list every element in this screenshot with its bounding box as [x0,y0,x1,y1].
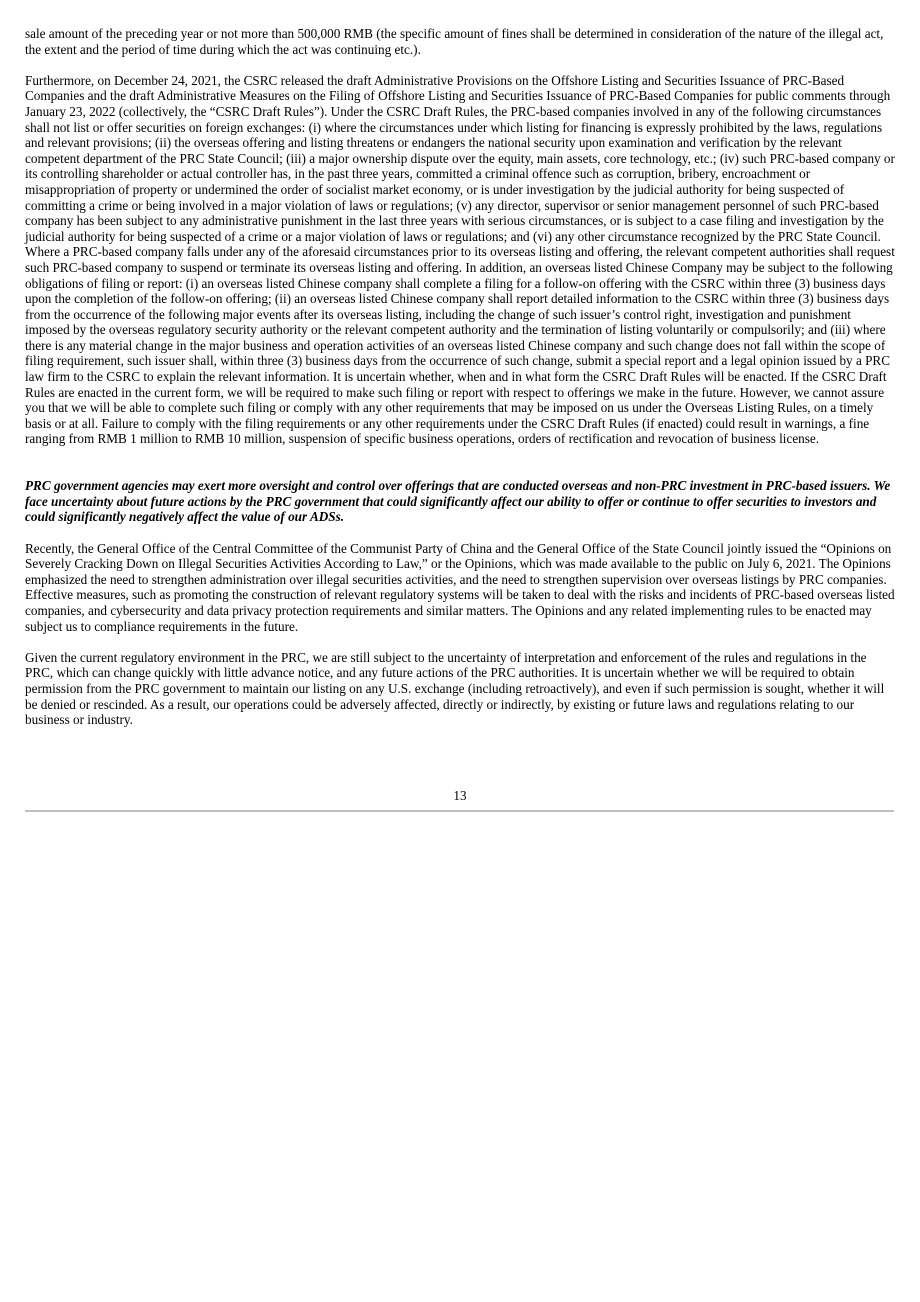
paragraph-opinions: Recently, the General Office of the Central Committee of the Communist Party of China and the General Office of the State Council jointly issued the “Opinions on Severely Cracking Down on Illegal Securities Activities According to Law,” or the Opinions, which was made available to the public on July 6, 2021. The Opinions emphasized the need to strengthen administration over illegal securities activities, and the need to strengthen supervision over overseas listings by PRC companies. Effective measures, such as promoting the construction of relevant regulatory systems will be taken to deal with the risks and incidents of PRC-based overseas listed companies, and cybersecurity and data privacy protection requirements and similar matters. The Opinions and any related implementing rules to be enacted may subject us to compliance requirements in the future. [25,540,895,634]
paragraph-spacer [25,525,895,541]
paragraph-spacer [25,57,895,73]
section-spacer [25,447,895,478]
document-page [25,26,895,728]
paragraph-csrc-draft-rules: Furthermore, on December 24, 2021, the CSRC released the draft Administrative Provisions on the Offshore Listing and Securities Issuance of PRC-Based Companies and the draft Administrative Measures on the Filing of Offshore Listing and Securities Issuance of PRC-Based Companies for public comments through January 23, 2022 (collectively, the “CSRC Draft Rules”). Under the CSRC Draft Rules, the PRC-based companies involved in any of the following circumstances shall not list or offer securities on foreign exchanges: (i) where the circumstances under which listing for financing is expressly prohibited by the laws, regulations and relevant provisions; (ii) the overseas offering and listing threatens or endangers the national security upon examination and verification by the relevant competent department of the PRC State Council; (iii) a major ownership dispute over the equity, main assets, core technology, etc.; (iv) such PRC-based company or its controlling shareholder or actual controller has, in the past three years, committed a criminal offence such as corruption, bribery, encroachment or misappropriation of property or undermined the order of socialist market economy, or is under investigation by the judicial authority for being suspected of committing a crime or being involved in a major violation of laws or regulations; (v) any director, supervisor or senior management personnel of such PRC-based company has been subject to any administrative punishment in the last three years with serious circumstances, or is subject to a case filing and investigation by the judicial authority for being suspected of a crime or a major violation of laws or regulations; and (vi) any other circumstance recognized by the PRC State Council. Where a PRC-based company falls under any of the aforesaid circumstances prior to its overseas listing and offering, the relevant competent authorities shall request such PRC-based company to suspend or terminate its overseas listing and offering. In addition, an overseas listed Chinese Company may be subject to the following obligations of filing or report: (i) an overseas listed Chinese company shall complete a filing for a follow-on offering with the CSRC within three (3) business days upon the completion of the follow-on offering; (ii) an overseas listed Chinese company shall report detailed information to the CSRC within three (3) business days from the occurrence of the following major events after its overseas listing, including the change of such issuer’s control right, investigation and punishment imposed by the overseas regulatory security authority or the relevant competent authority and the termination of listing voluntarily or compulsorily; and (iii) where there is any material change in the major business and operation activities of an overseas listed Chinese company and such change does not fall within the scope of filing requirement, such issuer shall, within three (3) business days from the occurrence of such change, submit a special report and a legal opinion issued by a PRC law firm to the CSRC to explain the relevant information. It is uncertain whether, when and in what form the CSRC Draft Rules will be enacted. If the CSRC Draft Rules are enacted in the current form, we will be required to make such filing or report with respect to offerings we make in the future. However, we cannot assure you that we will be able to complete such filing or comply with any other requirements that may be imposed on us under the Overseas Listing Rules, on a timely basis or at all. Failure to comply with the filing requirements or any other requirements under the CSRC Draft Rules (if enacted) could result in warnings, a fine ranging from RMB 1 million to RMB 10 million, suspension of specific business operations, orders of rectification and revocation of business license. [25,72,895,447]
page-divider [25,810,894,812]
paragraph-fines-continuation: sale amount of the preceding year or not more than 500,000 RMB (the specific amount of fines shall be determined in consideration of the nature of the illegal act, the extent and the period of time during which the act was continuing etc.). [25,26,884,57]
page-number: 13 [453,788,467,803]
paragraph-spacer [25,634,895,650]
risk-factor-heading: PRC government agencies may exert more oversight and control over offerings that are conducted overseas and non-PRC investment in PRC-based issuers. We face uncertainty about future actions by the PRC government that could significantly affect our ability to offer or continue to offer securities to investors and could significantly negatively affect the value of our ADSs. [25,478,891,525]
paragraph-regulatory-environment: Given the current regulatory environment in the PRC, we are still subject to the uncertainty of interpretation and enforcement of the rules and regulations in the PRC, which can change quickly with little advance notice, and any future actions of the PRC authorities. It is uncertain whether we will be required to obtain permission from the PRC government to maintain our listing on any U.S. exchange (including retroactively), and even if such permission is sought, whether it will be denied or rescinded. As a result, our operations could be adversely affected, directly or indirectly, by existing or future laws and regulations relating to our business or industry. [25,649,885,728]
